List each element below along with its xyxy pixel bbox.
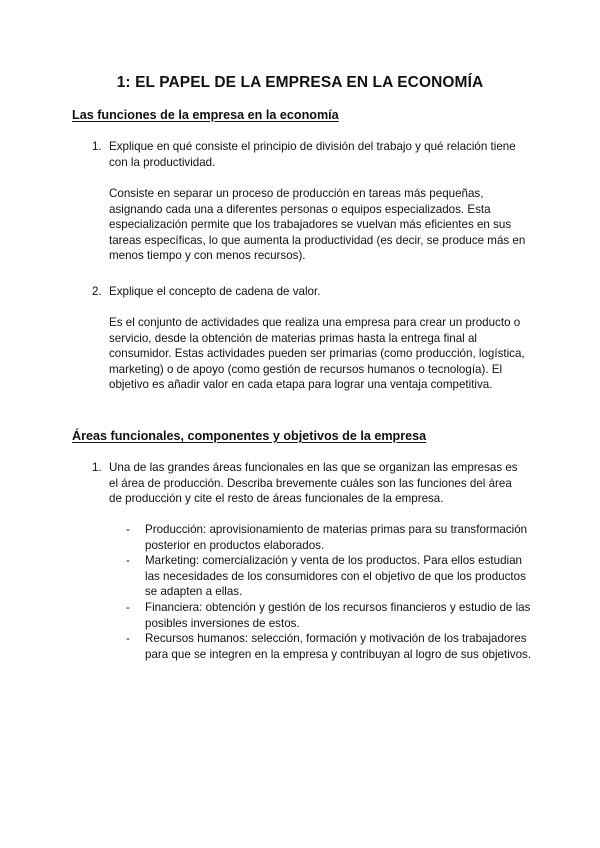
question-number: 2.	[92, 285, 102, 298]
bullet-dash: -	[126, 632, 130, 646]
answer-text: Es el conjunto de actividades que realiza una empresa para crear un producto o servicio, desde la obtención de materias primas hasta la entrega final al consumidor. Estas actividades pueden ser primarias (como producción, logística, marketing) o de apoyo (como gestión de recursos humanos o tecnología). El objetivo es añadir valor en cada etapa para lograr una ventaja competitiva.	[109, 316, 525, 392]
list-item	[126, 553, 536, 600]
question-item	[92, 139, 522, 170]
question-text: Explique en qué consiste el principio de división del trabajo y qué relación tiene con la productividad.	[109, 140, 516, 169]
bullet-dash: -	[126, 600, 130, 614]
question-item	[92, 284, 522, 300]
list-item-text: Recursos humanos: selección, formación y motivación de los trabajadores para que se integren en la empresa y contribuyan al logro de sus objetivos.	[145, 632, 532, 661]
list-item-text: Financiera: obtención y gestión de los recursos financieros y estudio de las posibles inversiones de estos.	[145, 600, 531, 630]
bullet-dash: -	[126, 554, 130, 568]
question-text: Explique el concepto de cadena de valor.	[109, 285, 321, 298]
question-item	[92, 460, 522, 507]
section-heading-areas: Áreas funcionales, componentes y objetivos de la empresa	[72, 429, 427, 443]
list-item	[126, 522, 536, 553]
list-item-text: Marketing: comercialización y venta de los productos. Para ellos estudian las necesidades de los consumidores con el objetivo de que los productos se adapten a ellas.	[145, 554, 526, 599]
section-heading-funciones: Las funciones de la empresa en la economía	[72, 108, 339, 122]
list-item-text: Producción: aprovisionamiento de materias primas para su transformación posterior en productos elaborados.	[145, 523, 528, 552]
functional-areas-list	[126, 522, 536, 662]
question-number: 1.	[92, 461, 102, 474]
document-title: 1: EL PAPEL DE LA EMPRESA EN LA ECONOMÍA	[116, 74, 484, 91]
question-text: Una de las grandes áreas funcionales en las que se organizan las empresas es el área de producción. Describa brevemente cuáles son las funciones del área de producción y cite el resto de áreas funcionales de la empresa.	[109, 461, 518, 506]
list-item	[126, 600, 536, 631]
question-number: 1.	[92, 140, 102, 153]
list-item	[126, 631, 536, 662]
bullet-dash: -	[126, 523, 130, 536]
answer-text: Consiste en separar un proceso de producción en tareas más pequeñas, asignando cada una a diferentes personas o equipos especializados. Esta especialización permite que los trabajadores se vuelvan más eficientes en sus tareas específicas, lo que aumenta la productividad (es decir, se produce más en menos tiempo y con menos recursos).	[109, 187, 526, 263]
